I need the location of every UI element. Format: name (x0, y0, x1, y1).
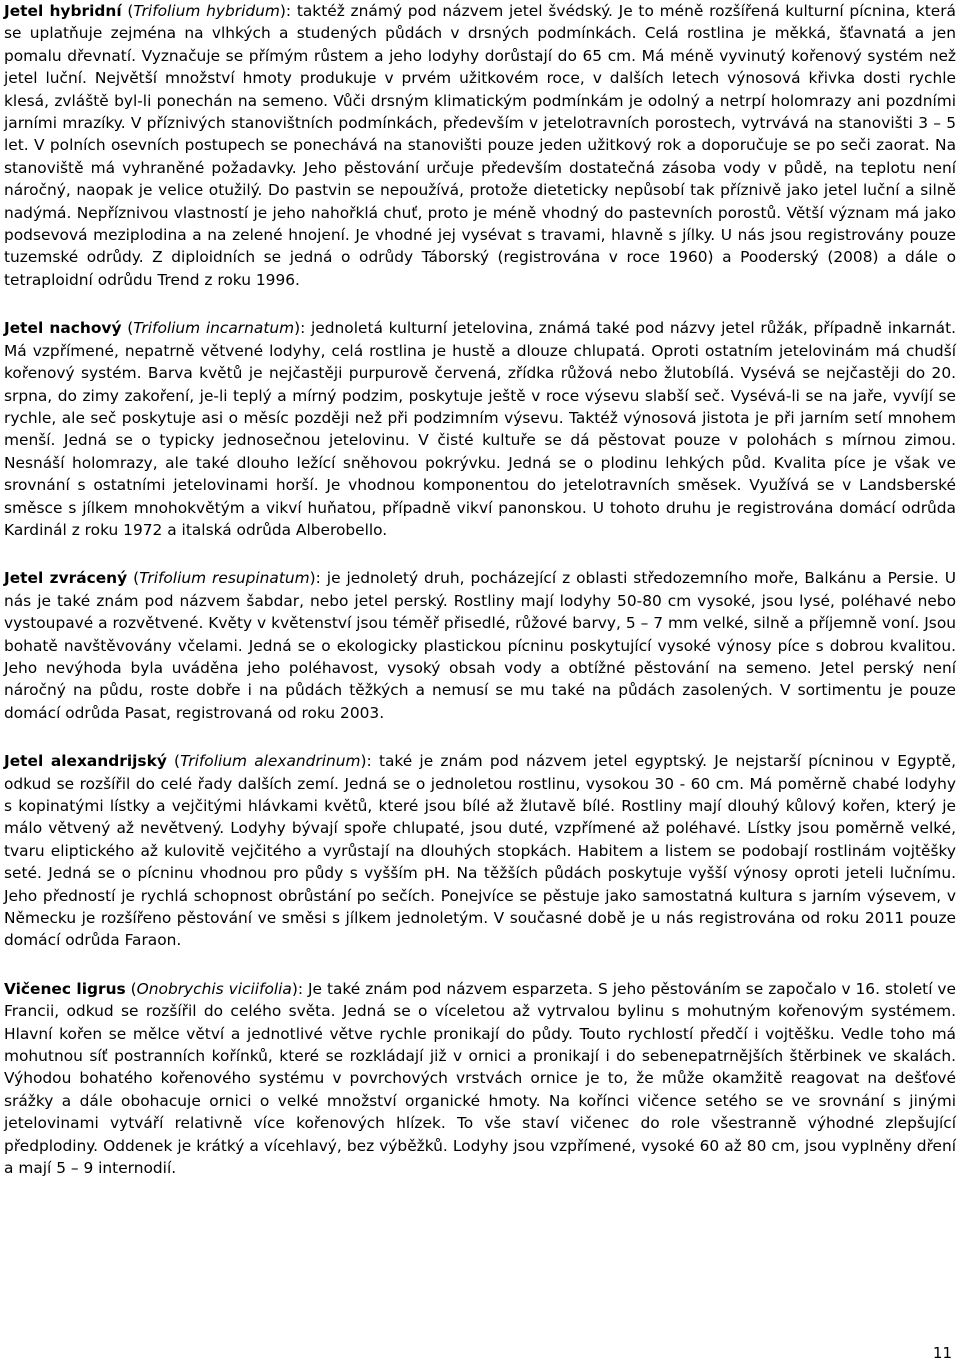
paragraph-jetel-alexandrijsky: Jetel alexandrijský (Trifolium alexandrinum): také je znám pod názvem jetel egyptský. Je nejstarší pícninou v Egyptě, odkud se rozšířil do celé řady dalších zemí. Jedná se o jednoletou rostlinu, vysokou 30 - 60 cm. Má poměrně chabé lodyhy s kopinatými lístky a vejčitými hlávkami květů, které jsou bílé až žlutavě bílé. Rostliny mají dlouhý kůlový kořen, který je málo větvený až nevětvený. Lodyhy bývají spoře chlupaté, jsou duté, vzpřímené až poléhavé. Lístky jsou poměrně velké, tvaru eliptického až kulovitě vejčitého a vyrůstají na dlouhých stopkách. Habitem a listem se podobají rostlinám vojtěšky seté. Jedná se o pícninu vhodnou pro půdy s vyšším pH. Na těžších půdách poskytuje vyšší výnosy oproti jeteli lučnímu. Jeho předností je rychlá schopnost obrůstání po sečích. Ponejvíce se pěstuje jako samostatná kultura s jarním výsevem, v Německu je rozšířeno pěstování ve směsi s jílkem jednoletým. V současné době je u nás registrována od roku 2011 pouze domácí odrůda Faraon. (4, 752, 956, 950)
species-name: Jetel alexandrijský (4, 752, 167, 771)
paragraph-text: je jednoletý druh, pocházející z oblasti středozemního moře, Balkánu a Persie. U nás je také znám pod názvem šabdar, nebo jetel perský. Rostliny mají lodyhy 50-80 cm vysoké, jsou lysé, poléhavé nebo vystoupavé a rozvětvené. Květy v květenství jsou téměř přisedlé, růžové barvy, 5 – 7 mm velké, silně a příjemně voní. Jsou bohatě navštěvovány včelami. Jedná se o ekologicky plastickou pícninu poskytující vysoké výnosy píce s dobrou kvalitou. Jeho nevýhoda byla uváděna jeho poléhavost, vysoký obsah vody a obtížné pěstování na semeno. Jetel perský není náročný na půdu, roste dobře i na půdách těžkých a nemusí se mu také na půdách zasolených. V sortimentu je pouze domácí odrůda Pasat, registrovaná od roku 2003. (4, 569, 956, 722)
paragraph-text: Je také znám pod názvem esparzeta. S jeho pěstováním se započalo v 16. století ve Francii, odkud se rozšířil do celého světa. Jedná se o víceletou až vytrvalou bylinu s mohutným kořenovým systémem. Hlavní kořen se mělce větví a jednotlivé větve rychle pronikají do půdy. Touto rychlostí předčí i vojtěšku. Vedle toho má mohutnou síť postranních kořínků, které se rozkládají již v ornici a pronikají i do sebenepatrnějších štěrbinek ve skalách. Výhodou bohatého kořenového systému v povrchových vrstvách ornice je to, že může okamžitě reagovat na dešťové srážky a dále obohacuje ornici o velké množství organické hmoty. Na kořínci vičence setého se ve srovnání s jinými jetelovinami vytváří relativně více kořenových hlízek. To vše staví vičenec do role všestranně výhodné zlepšující předplodiny. Oddenek je krátký a vícehlavý, bez výběžků. Lodyhy jsou vzpřímené, vysoké 60 až 80 cm, jsou vyplněny dření a mají 5 – 9 internodií. (4, 979, 956, 1178)
paragraph-text: také je znám pod názvem jetel egyptský. Je nejstarší pícninou v Egyptě, odkud se rozšířil do celé řady dalších zemí. Jedná se o jednoletou rostlinu, vysokou 30 - 60 cm. Má poměrně chabé lodyhy s kopinatými lístky a vejčitými hlávkami květů, které jsou bílé až žlutavě bílé. Rostliny mají dlouhý kůlový kořen, který je málo větvený až nevětvený. Lodyhy bývají spoře chlupaté, jsou duté, vzpřímené až poléhavé. Lístky jsou poměrně velké, tvaru eliptického až kulovitě vejčitého a vyrůstají na dlouhých stopkách. Habitem a listem se podobají rostlinám vojtěšky seté. Jedná se o pícninu vhodnou pro půdy s vyšším pH. Na těžších půdách poskytuje vyšší výnosy oproti jeteli lučnímu. Jeho předností je rychlá schopnost obrůstání po sečích. Ponejvíce se pěstuje jako samostatná kultura s jarním výsevem, v Německu je rozšířeno pěstování ve směsi s jílkem jednoletým. V současné době je u nás registrována od roku 2011 pouze domácí odrůda Faraon. (4, 752, 956, 950)
paragraph-jetel-zvraceny: Jetel zvrácený (Trifolium resupinatum): je jednoletý druh, pocházející z oblasti středozemního moře, Balkánu a Persie. U nás je také znám pod názvem šabdar, nebo jetel perský. Rostliny mají lodyhy 50-80 cm vysoké, jsou lysé, poléhavé nebo vystoupavé a rozvětvené. Květy v květenství jsou téměř přisedlé, růžové barvy, 5 – 7 mm velké, silně a příjemně voní. Jsou bohatě navštěvovány včelami. Jedná se o ekologicky plastickou pícninu poskytující vysoké výnosy píce s dobrou kvalitou. Jeho nevýhoda byla uváděna jeho poléhavost, vysoký obsah vody a obtížné pěstování na semeno. Jetel perský není náročný na půdu, roste dobře i na půdách těžkých a nemusí se mu také na půdách zasolených. V sortimentu je pouze domácí odrůda Pasat, registrovaná od roku 2003. (4, 569, 956, 722)
document-page (4, 0, 956, 1180)
species-name: Jetel nachový (4, 319, 122, 338)
latin-name: Onobrychis viciifolia (136, 979, 292, 998)
paragraph-text: taktéž známý pod názvem jetel švédský. Je to méně rozšířená kulturní pícnina, která se uplatňuje zejména na vlhkých a studených půdách v drsných podmínkách. Celá rostlina je měkká, šťavnatá a jen pomalu dřevnatí. Vyznačuje se přímým růstem a jeho lodyhy dorůstají do 65 cm. Má méně vyvinutý kořenový systém než jetel luční. Největší množství hmoty produkuje v prvém užitkovém roce, v dalších letech výnosová křivka dosti rychle klesá, zvláště byl-li ponechán na semeno. Vůči drsným klimatickým podmínkám je odolný a netrpí holomrazy ani pozdními jarními mrazíky. V příznivých stanovištních podmínkách, především v jetelotravních porostech, vytrvává na stanovišti 3 – 5 let. V polních osevních postupech se ponechává na stanovišti pouze jeden užitkový rok a doporučuje se po seči zaorat. Na stanoviště má vyhraněné požadavky. Jeho pěstování určuje především dostatečná zásoba vody v půdě, na teplotu není náročný, naopak je velice otužilý. Do pastvin se nepoužívá, protože dieteticky nepůsobí tak příznivě jako jetel luční a silně nadýmá. Nepříznivou vlastností je jeho nahořklá chuť, proto je méně vhodný do pastevních porostů. Větší význam má jako podsevová meziplodina a na zelené hnojení. Je vhodné jej vysévat s travami, hlavně s jílky. U nás jsou registrovány pouze tuzemské odrůdy. Z diploidních se jedná o odrůdy Táborský (registrována v roce 1960) a Pooderský (2008) a dále o tetraploidní odrůdu Trend z roku 1996. (4, 2, 956, 289)
latin-name: Trifolium alexandrinum (180, 752, 361, 771)
paragraph-jetel-nachovy: Jetel nachový (Trifolium incarnatum): jednoletá kulturní jetelovina, známá také pod názvy jetel růžák, případně inkarnát. Má vzpřímené, nepatrně větvené lodyhy, celá rostlina je hustě a dlouze chlupatá. Oproti ostatním jetelovinám má chudší kořenový systém. Barva květů je nejčastěji purpurově červená, zřídka růžová nebo žlutobílá. Vysévá se nejčastěji do 20. srpna, do zimy zakoření, je-li teplý a mírný podzim, poskytuje ještě v roce výsevu slabší seč. Vysévá-li se na jaře, vyvíjí se rychle, ale seč poskytuje asi o měsíc později než při podzimním výsevu. Taktéž výnosová jistota je při jarním setí mnohem menší. Jedná se o typicky jednosečnou jetelovinu. V čisté kultuře se dá pěstovat pouze v polohách s mírnou zimou. Nesnáší holomrazy, ale také dlouho ležící sněhovou pokrývku. Jedná se o plodinu lehkých půd. Kvalita píce je však ve srovnání s ostatními jetelovinami horší. Je vhodnou komponentou do jetelotravních směsek. Využívá se v Landsberské směsce s jílkem mnohokvětým a vikví huňatou, případně vikví panonskou. U tohoto druhu je registrována domácí odrůda Kardinál z roku 1972 a italská odrůda Alberobello. (4, 319, 957, 539)
paragraph-text: jednoletá kulturní jetelovina, známá také pod názvy jetel růžák, případně inkarnát. Má vzpřímené, nepatrně větvené lodyhy, celá rostlina je hustě a dlouze chlupatá. Oproti ostatním jetelovinám má chudší kořenový systém. Barva květů je nejčastěji purpurově červená, zřídka růžová nebo žlutobílá. Vysévá se nejčastěji do 20. srpna, do zimy zakoření, je-li teplý a mírný podzim, poskytuje ještě v roce výsevu slabší seč. Vysévá-li se na jaře, vyvíjí se rychle, ale seč poskytuje asi o měsíc později než při podzimním výsevu. Taktéž výnosová jistota je při jarním setí mnohem menší. Jedná se o typicky jednosečnou jetelovinu. V čisté kultuře se dá pěstovat pouze v polohách s mírnou zimou. Nesnáší holomrazy, ale také dlouho ležící sněhovou pokrývku. Jedná se o plodinu lehkých půd. Kvalita píce je však ve srovnání s ostatními jetelovinami horší. Je vhodnou komponentou do jetelotravních směsek. Využívá se v Landsberské směsce s jílkem mnohokvětým a vikví huňatou, případně vikví panonskou. U tohoto druhu je registrována domácí odrůda Kardinál z roku 1972 a italská odrůda Alberobello. (4, 319, 957, 539)
latin-name: Trifolium resupinatum (139, 569, 310, 588)
species-name: Jetel hybridní (4, 2, 122, 20)
species-name: Vičenec ligrus (4, 979, 126, 998)
latin-name: Trifolium incarnatum (133, 319, 295, 338)
paragraph-vicenec-ligrus: Vičenec ligrus (Onobrychis viciifolia): Je také znám pod názvem esparzeta. S jeho pěstováním se započalo v 16. století ve Francii, odkud se rozšířil do celého světa. Jedná se o víceletou až vytrvalou bylinu s mohutným kořenovým systémem. Hlavní kořen se mělce větví a jednotlivé větve rychle pronikají do půdy. Touto rychlostí předčí i vojtěšku. Vedle toho má mohutnou síť postranních kořínků, které se rozkládají již v ornici a pronikají i do sebenepatrnějších štěrbinek ve skalách. Výhodou bohatého kořenového systému v povrchových vrstvách ornice je to, že může okamžitě reagovat na dešťové srážky a dále obohacuje ornici o velké množství organické hmoty. Na kořínci vičence setého se ve srovnání s jinými jetelovinami vytváří relativně více kořenových hlízek. To vše staví vičenec do role všestranně výhodné zlepšující předplodiny. Oddenek je krátký a vícehlavý, bez výběžků. Lodyhy jsou vzpřímené, vysoké 60 až 80 cm, jsou vyplněny dření a mají 5 – 9 internodií. (4, 979, 956, 1178)
latin-name: Trifolium hybridum (133, 2, 280, 20)
page-number: 11 (932, 1344, 952, 1362)
species-name: Jetel zvrácený (4, 569, 128, 588)
paragraph-jetel-hybridni: Jetel hybridní (Trifolium hybridum): taktéž známý pod názvem jetel švédský. Je to méně rozšířená kulturní pícnina, která se uplatňuje zejména na vlhkých a studených půdách v drsných podmínkách. Celá rostlina je měkká, šťavnatá a jen pomalu dřevnatí. Vyznačuje se přímým růstem a jeho lodyhy dorůstají do 65 cm. Má méně vyvinutý kořenový systém než jetel luční. Největší množství hmoty produkuje v prvém užitkovém roce, v dalších letech výnosová křivka dosti rychle klesá, zvláště byl-li ponechán na semeno. Vůči drsným klimatickým podmínkám je odolný a netrpí holomrazy ani pozdními jarními mrazíky. V příznivých stanovištních podmínkách, především v jetelotravních porostech, vytrvává na stanovišti 3 – 5 let. V polních osevních postupech se ponechává na stanovišti pouze jeden užitkový rok a doporučuje se po seči zaorat. Na stanoviště má vyhraněné požadavky. Jeho pěstování určuje především dostatečná zásoba vody v půdě, na teplotu není náročný, naopak je velice otužilý. Do pastvin se nepoužívá, protože dieteticky nepůsobí tak příznivě jako jetel luční a silně nadýmá. Nepříznivou vlastností je jeho nahořklá chuť, proto je méně vhodný do pastevních porostů. Větší význam má jako podsevová meziplodina a na zelené hnojení. Je vhodné jej vysévat s travami, hlavně s jílky. U nás jsou registrovány pouze tuzemské odrůdy. Z diploidních se jedná o odrůdy Táborský (registrována v roce 1960) a Pooderský (2008) a dále o tetraploidní odrůdu Trend z roku 1996. (4, 2, 956, 289)
